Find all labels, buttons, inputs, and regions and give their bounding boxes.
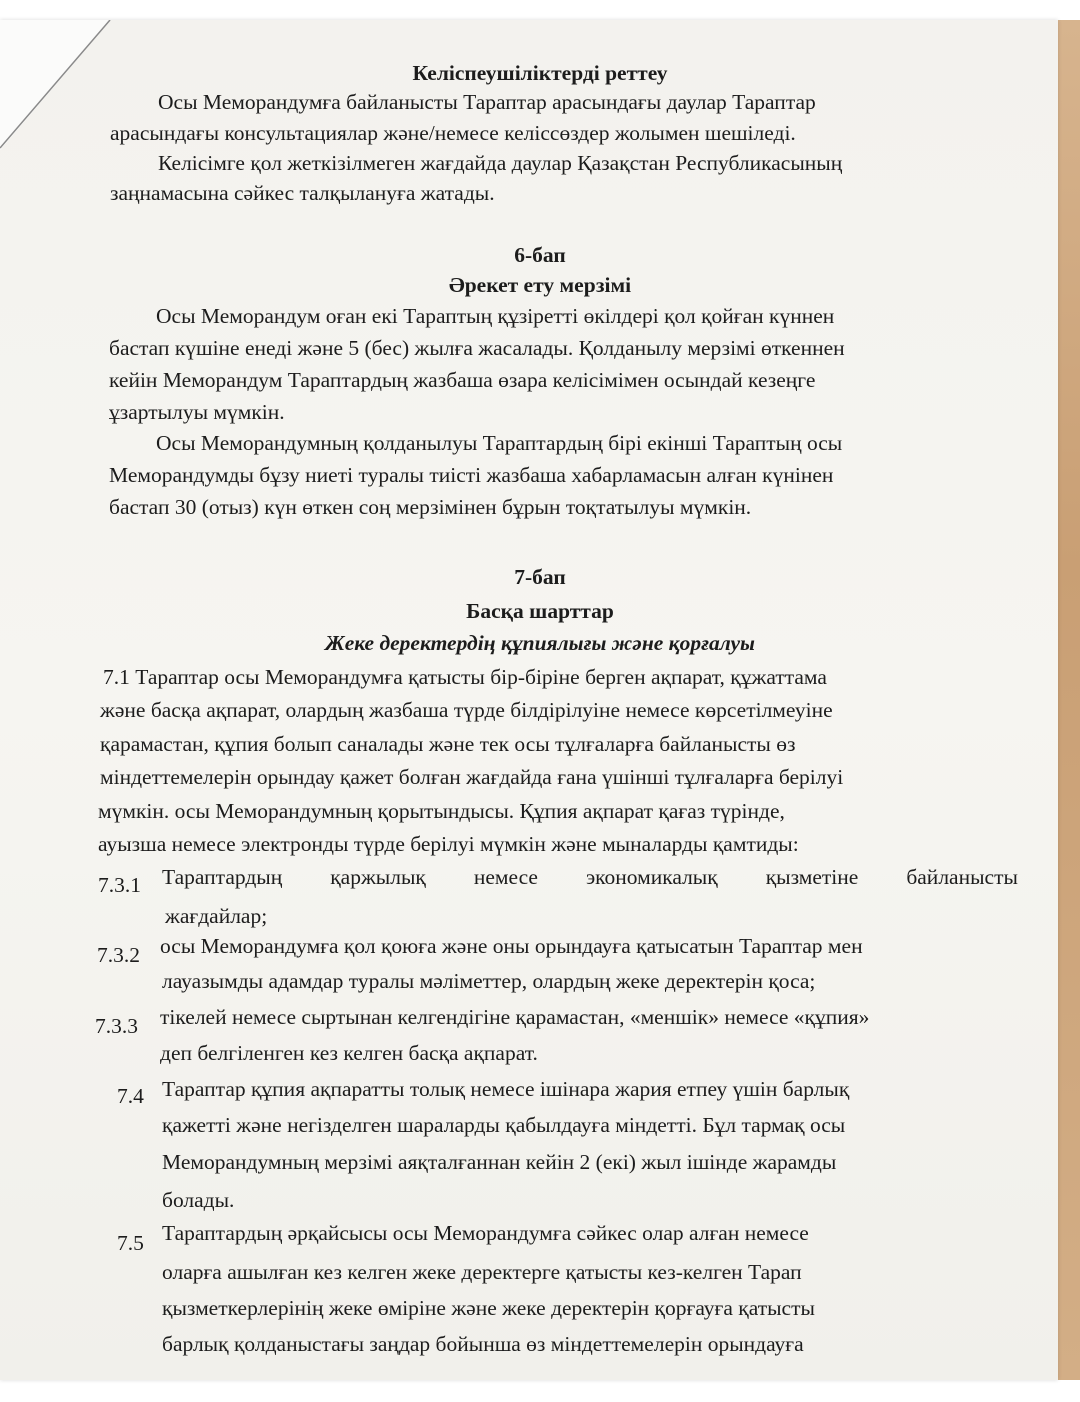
p732-number: 7.3.2 <box>97 943 140 967</box>
p731-word: байланысты <box>906 865 1018 889</box>
p74-line-4: болады. <box>162 1188 235 1212</box>
p74-number: 7.4 <box>117 1084 144 1108</box>
p75-line-3: қызметкерлерінің жеке өміріне және жеке деректерін қорғауға қатысты <box>162 1296 815 1320</box>
p731-number: 7.3.1 <box>98 873 141 897</box>
chapter-6-line-3: кейін Меморандум Тараптардың жазбаша өзара келісімімен осындай кезеңге <box>109 368 816 392</box>
chapter-6-line-5: Осы Меморандумның қолданылуы Тараптардың бірі екінші Тараптың осы <box>156 431 843 455</box>
chapter-6-line-6: Меморандумды бұзу ниеті туралы тиісті жазбаша хабарламасын алған күнінен <box>109 463 834 487</box>
p71-line-3: қарамастан, құпия болып саналады және тек осы тұлғаларға байланысты өз <box>100 732 796 756</box>
chapter-6-line-2: бастап күшіне енеді және 5 (бес) жылға жасалады. Қолданылу мерзімі өткеннен <box>109 336 845 360</box>
p71-line-2: және басқа ақпарат, олардың жазбаша түрде білдірілуіне немесе көрсетілмеуіне <box>100 698 833 722</box>
p731-word: қызметіне <box>765 865 859 889</box>
p71-line-4: міндеттемелерін орындау қажет болған жағдайда ғана үшінші тұлғаларға берілуі <box>100 765 844 789</box>
p71-line-5: мүмкін. осы Меморандумның қорытындысы. Құпия ақпарат қағаз түрінде, <box>98 799 785 823</box>
p75-line-4: барлық қолданыстағы заңдар бойынша өз міндеттемелерін орындауға <box>162 1332 804 1356</box>
p732-line-1: осы Меморандумға қол қоюға және оны орындауға қатысатын Тараптар мен <box>160 934 863 958</box>
p75-number: 7.5 <box>117 1231 144 1255</box>
p732-line-2: лауазымды адамдар туралы мәліметтер, олардың жеке деректерін қоса; <box>162 969 816 993</box>
p74-line-2: қажетті және негізделген шараларды қабылдауға міндетті. Бұл тармақ осы <box>162 1113 846 1137</box>
p74-line-1: Тараптар құпия ақпаратты толық немесе ішінара жария етпеу үшін барлық <box>162 1077 850 1101</box>
p74-line-3: Меморандумның мерзімі аяқталғаннан кейін 2 (екі) жыл ішінде жарамды <box>162 1150 837 1174</box>
p75-line-2: оларға ашылған кез келген жеке деректерге қатысты кез-келген Тарап <box>162 1260 802 1284</box>
p731-line-2: жағдайлар; <box>165 904 268 928</box>
chapter-7-number: 7-бап <box>514 565 566 589</box>
p731-line-1 <box>162 864 1018 890</box>
disputes-line-1: Осы Меморандумға байланысты Тараптар арасындағы даулар Тараптар <box>158 90 816 114</box>
p71-line-1: 7.1 Тараптар осы Меморандумға қатысты бір-біріне берген ақпарат, құжаттама <box>103 665 827 689</box>
chapter-7-subtitle: Жеке деректердің құпиялығы және қорғалуы <box>325 631 755 655</box>
p75-line-1: Тараптардың әрқайсысы осы Меморандумға сәйкес олар алған немесе <box>162 1221 809 1245</box>
p731-word: Тараптардың <box>162 865 283 889</box>
chapter-6-number: 6-бап <box>514 243 566 267</box>
p731-word: экономикалық <box>585 865 718 889</box>
p731-word: немесе <box>473 865 538 889</box>
chapter-6-title: Әрекет ету мерзімі <box>448 273 632 297</box>
chapter-7-title: Басқа шарттар <box>466 599 614 623</box>
chapter-6-line-7: бастап 30 (отыз) күн өткен соң мерзімінен бұрын тоқтатылуы мүмкін. <box>109 495 752 519</box>
p733-number: 7.3.3 <box>95 1014 138 1038</box>
disputes-line-4: заңнамасына сәйкес талқылануға жатады. <box>110 181 495 205</box>
p733-line-1: тікелей немесе сыртынан келгендігіне қарамастан, «меншік» немесе «құпия» <box>160 1005 870 1029</box>
disputes-line-2: арасындағы консультациялар және/немесе келіссөздер жолымен шешіледі. <box>110 121 796 145</box>
chapter-6-line-4: ұзартылуы мүмкін. <box>109 400 285 424</box>
p71-line-6: ауызша немесе электронды түрде берілуі мүмкін және мыналарды қамтиды: <box>98 832 799 856</box>
p731-word: қаржылық <box>330 865 426 889</box>
disputes-line-3: Келісімге қол жеткізілмеген жағдайда даулар Қазақстан Республикасының <box>158 151 843 175</box>
p733-line-2: деп белгіленген кез келген басқа ақпарат. <box>160 1041 538 1065</box>
chapter-6-line-1: Осы Меморандум оған екі Тараптың құзіретті өкілдері қол қойған күннен <box>156 304 835 328</box>
section-heading-disputes: Келіспеушіліктерді реттеу <box>412 61 668 85</box>
